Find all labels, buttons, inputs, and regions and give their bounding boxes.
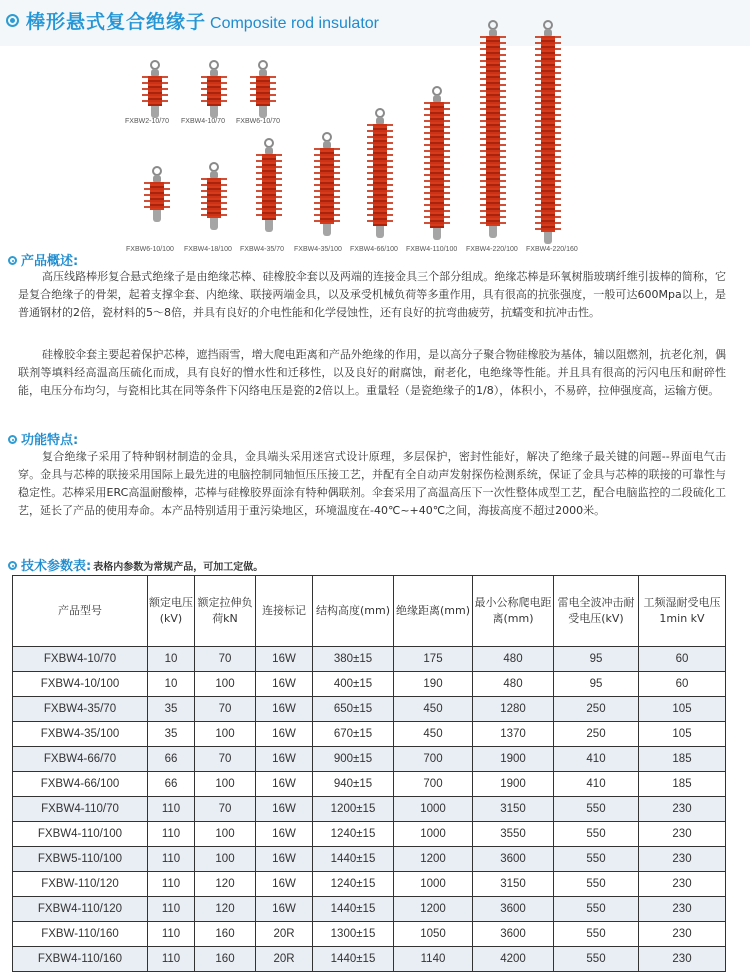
table-cell: 3150: [473, 872, 554, 897]
table-row: [13, 872, 726, 897]
table-cell: 120: [195, 897, 256, 922]
table-cell: 16W: [256, 672, 313, 697]
table-cell: FXBW4-66/100: [13, 772, 148, 797]
col-header-model: 产品型号: [13, 576, 148, 647]
silicone-sheds: [207, 178, 221, 218]
end-fitting: [323, 224, 331, 236]
table-cell: 1200±15: [313, 797, 394, 822]
table-cell: 230: [639, 797, 726, 822]
table-cell: 1440±15: [313, 947, 394, 972]
table-cell: 1000: [394, 872, 473, 897]
table-cell: 120: [195, 872, 256, 897]
table-cell: FXBW4-110/160: [13, 947, 148, 972]
table-cell: 1900: [473, 772, 554, 797]
table-cell: 380±15: [313, 647, 394, 672]
table-cell: 190: [394, 672, 473, 697]
silicone-sheds: [148, 76, 162, 106]
silicone-sheds: [207, 76, 221, 106]
table-cell: 400±15: [313, 672, 394, 697]
table-cell: 1280: [473, 697, 554, 722]
end-fitting: [323, 141, 331, 148]
table-cell: 450: [394, 722, 473, 747]
table-row: [13, 897, 726, 922]
table-cell: 185: [639, 747, 726, 772]
circle-bullet-icon: [8, 256, 17, 265]
table-cell: 16W: [256, 847, 313, 872]
table-cell: FXBW4-110/70: [13, 797, 148, 822]
end-fitting: [265, 220, 273, 232]
table-cell: 10: [148, 672, 195, 697]
insulator-label: FXBW4-66/100: [350, 246, 398, 253]
table-cell: 1200: [394, 897, 473, 922]
table-cell: FXBW-110/120: [13, 872, 148, 897]
table-cell: 1200: [394, 847, 473, 872]
circle-bullet-icon: [6, 14, 19, 27]
table-cell: 105: [639, 722, 726, 747]
table-cell: 700: [394, 772, 473, 797]
overview-heading: [8, 250, 78, 269]
table-cell: 4200: [473, 947, 554, 972]
col-header-lightning: 雷电全波冲击耐受电压(kV): [554, 576, 639, 647]
table-cell: 550: [554, 797, 639, 822]
table-cell: 1440±15: [313, 847, 394, 872]
table-cell: 16W: [256, 897, 313, 922]
table-cell: 550: [554, 897, 639, 922]
table-header-row: [13, 576, 726, 647]
features-title: 功能特点:: [21, 433, 79, 448]
table-cell: 110: [148, 822, 195, 847]
table-cell: 230: [639, 872, 726, 897]
table-cell: FXBW4-110/120: [13, 897, 148, 922]
table-cell: 230: [639, 822, 726, 847]
end-fitting: [210, 218, 218, 230]
table-cell: 95: [554, 647, 639, 672]
specs-title: 技术参数表:: [21, 559, 92, 574]
table-cell: 3600: [473, 897, 554, 922]
table-cell: 16W: [256, 647, 313, 672]
table-cell: 1050: [394, 922, 473, 947]
table-cell: 100: [195, 822, 256, 847]
table-cell: 110: [148, 922, 195, 947]
table-cell: 230: [639, 922, 726, 947]
page-title: [26, 7, 379, 34]
table-cell: 1900: [473, 747, 554, 772]
table-cell: 550: [554, 872, 639, 897]
features-heading: [8, 429, 78, 448]
end-fitting: [259, 69, 267, 76]
table-cell: FXBW4-66/70: [13, 747, 148, 772]
col-header-power-freq: 工频湿耐受电压1min kV: [639, 576, 726, 647]
col-header-insulation-distance: 绝缘距离(mm): [394, 576, 473, 647]
table-cell: 70: [195, 747, 256, 772]
spec-table: [12, 575, 726, 972]
table-cell: 70: [195, 797, 256, 822]
table-cell: 100: [195, 722, 256, 747]
table-cell: 650±15: [313, 697, 394, 722]
table-cell: 16W: [256, 722, 313, 747]
table-cell: 670±15: [313, 722, 394, 747]
table-cell: 16W: [256, 747, 313, 772]
table-cell: 60: [639, 647, 726, 672]
end-fitting: [151, 106, 159, 118]
table-cell: 100: [195, 672, 256, 697]
table-cell: 410: [554, 747, 639, 772]
insulator-label: FXBW4-10/70: [181, 118, 225, 125]
table-cell: 900±15: [313, 747, 394, 772]
table-cell: 110: [148, 847, 195, 872]
col-header-creepage: 最小公称爬电距离(mm): [473, 576, 554, 647]
table-cell: 10: [148, 647, 195, 672]
table-cell: 60: [639, 672, 726, 697]
silicone-sheds: [541, 36, 555, 232]
insulator-label: FXBW4-110/100: [406, 246, 458, 253]
end-fitting: [210, 106, 218, 118]
end-fitting: [210, 171, 218, 178]
table-cell: 450: [394, 697, 473, 722]
end-fitting: [376, 226, 384, 238]
end-fitting: [489, 226, 497, 238]
end-fitting: [259, 106, 267, 118]
col-header-connection: 连接标记: [256, 576, 313, 647]
table-cell: 66: [148, 747, 195, 772]
table-cell: 700: [394, 747, 473, 772]
table-cell: 1000: [394, 797, 473, 822]
table-cell: 550: [554, 847, 639, 872]
table-cell: 16W: [256, 697, 313, 722]
silicone-sheds: [373, 124, 387, 226]
table-cell: FXBW5-110/100: [13, 847, 148, 872]
table-cell: 110: [148, 947, 195, 972]
table-cell: 175: [394, 647, 473, 672]
table-cell: 550: [554, 922, 639, 947]
table-cell: 940±15: [313, 772, 394, 797]
end-fitting: [151, 69, 159, 76]
overview-paragraph-2: 硅橡胶伞套主要起着保护芯棒，遮挡雨雪，增大爬电距离和产品外绝缘的作用，是以高分子聚合物硅橡胶为基体，辅以阻燃剂，抗老化剂，偶联剂等填料经高温高压硫化而成，具有良好的憎水性和迁移性，以及良好的耐腐蚀，耐老化，电绝缘等性能。并且具有很高的污闪电压和耐碎性能，电压分布均匀，与瓷相比其在同等条件下闪络电压是瓷的2倍以上。重量轻（是瓷绝缘子的1/8），体积小，不易碎，拉伸强度高，运输方便。: [18, 348, 726, 397]
table-cell: 1240±15: [313, 822, 394, 847]
insulator-label: FXBW2-10/70: [125, 118, 169, 125]
table-row: [13, 647, 726, 672]
table-row: [13, 947, 726, 972]
end-fitting: [210, 69, 218, 76]
table-cell: 480: [473, 647, 554, 672]
table-cell: FXBW4-10/100: [13, 672, 148, 697]
insulator-label: FXBW4-18/100: [184, 246, 232, 253]
circle-bullet-icon: [8, 435, 17, 444]
table-row: [13, 672, 726, 697]
table-cell: FXBW4-35/100: [13, 722, 148, 747]
table-body: [13, 647, 726, 972]
table-cell: 230: [639, 847, 726, 872]
table-cell: FXBW4-10/70: [13, 647, 148, 672]
insulator-label: FXBW4-35/100: [294, 246, 342, 253]
specs-note: 表格内参数为常规产品，可加工定做。: [93, 562, 264, 573]
insulator-gallery: [0, 46, 750, 256]
table-cell: 16W: [256, 797, 313, 822]
table-cell: 16W: [256, 872, 313, 897]
end-fitting: [544, 232, 552, 244]
table-row: [13, 697, 726, 722]
table-cell: 3150: [473, 797, 554, 822]
table-cell: 250: [554, 697, 639, 722]
table-cell: 3600: [473, 847, 554, 872]
table-row: [13, 772, 726, 797]
page-header: [0, 0, 750, 46]
table-cell: 1240±15: [313, 872, 394, 897]
insulator-label: FXBW4-220/100: [466, 246, 518, 253]
table-cell: 110: [148, 897, 195, 922]
end-fitting: [265, 147, 273, 154]
silicone-sheds: [262, 154, 276, 220]
table-cell: 1440±15: [313, 897, 394, 922]
page-title-cn: 棒形悬式复合绝缘子: [26, 11, 207, 33]
table-row: [13, 722, 726, 747]
table-cell: 550: [554, 822, 639, 847]
end-fitting: [433, 95, 441, 102]
end-fitting: [376, 117, 384, 124]
table-cell: 100: [195, 772, 256, 797]
table-row: [13, 747, 726, 772]
table-cell: FXBW-110/160: [13, 922, 148, 947]
col-header-height: 结构高度(mm): [313, 576, 394, 647]
table-cell: 410: [554, 772, 639, 797]
table-row: [13, 822, 726, 847]
table-cell: 20R: [256, 947, 313, 972]
circle-bullet-icon: [8, 561, 17, 570]
features-paragraph: 复合绝缘子采用了特种钢材制造的金具，金具端头采用迷宫式设计原理，多层保护，密封性能好，解决了绝缘子最关键的问题--界面电气击穿。金具与芯棒的联接采用国际上最先进的电脑控制同轴恒压压接工艺，并配有全自动声发射探伤检测系统，保证了金具与芯棒的联接的可靠性与稳定性。芯棒采用ERC高温耐酸棒，芯棒与硅橡胶界面涂有特种偶联剂。伞套采用了高温高压下一次性整体成型工艺，配合电脑监控的二段硫化工艺，延长了产品的使用寿命。本产品特别适用于重污染地区，环境温度在-40℃~+40℃之间，海拔高度不超过2000米。: [18, 450, 726, 517]
table-cell: 105: [639, 697, 726, 722]
table-cell: 160: [195, 922, 256, 947]
insulator-label: FXBW6-10/70: [236, 118, 280, 125]
table-cell: 66: [148, 772, 195, 797]
table-row: [13, 797, 726, 822]
table-cell: 1300±15: [313, 922, 394, 947]
overview-paragraph-1: 高压线路棒形复合悬式绝缘子是由绝缘芯棒、硅橡胶伞套以及两端的连接金具三个部分组成。绝缘芯棒是环氧树脂玻璃纤维引拔棒的简称，它是复合绝缘子的骨架，起着支撑伞套、内绝缘、联接两端金具，以及承受机械负荷等多重作用，具有很高的抗张强度，一般可达600Mpa以上，是普通钢材的2倍，瓷材料的5～8倍，并具有良好的介电性能和化学侵蚀性，还有良好的抗弯曲疲劳，抗蠕变和抗冲击性。: [18, 270, 726, 319]
table-cell: 70: [195, 647, 256, 672]
table-row: [13, 922, 726, 947]
page-title-en: Composite rod insulator: [210, 15, 379, 32]
table-cell: FXBW4-35/70: [13, 697, 148, 722]
silicone-sheds: [320, 148, 334, 224]
table-cell: 230: [639, 947, 726, 972]
silicone-sheds: [150, 182, 164, 210]
table-cell: 70: [195, 697, 256, 722]
table-cell: 95: [554, 672, 639, 697]
end-fitting: [153, 175, 161, 182]
table-cell: 160: [195, 947, 256, 972]
silicone-sheds: [256, 76, 270, 106]
col-header-rated-voltage: 额定电压(kV): [148, 576, 195, 647]
table-cell: 35: [148, 722, 195, 747]
table-cell: 3550: [473, 822, 554, 847]
insulator-label: FXBW4-220/160: [526, 246, 578, 253]
table-cell: 110: [148, 872, 195, 897]
table-cell: 100: [195, 847, 256, 872]
table-cell: 35: [148, 697, 195, 722]
insulator-label: FXBW4-35/70: [240, 246, 284, 253]
table-cell: 550: [554, 947, 639, 972]
table-cell: FXBW4-110/100: [13, 822, 148, 847]
specs-heading: [8, 555, 263, 574]
table-cell: 16W: [256, 772, 313, 797]
silicone-sheds: [486, 36, 500, 226]
table-cell: 1370: [473, 722, 554, 747]
end-fitting: [153, 210, 161, 222]
table-row: [13, 847, 726, 872]
table-cell: 16W: [256, 822, 313, 847]
table-cell: 185: [639, 772, 726, 797]
table-cell: 1000: [394, 822, 473, 847]
table-cell: 480: [473, 672, 554, 697]
table-cell: 20R: [256, 922, 313, 947]
end-fitting: [489, 29, 497, 36]
table-cell: 3600: [473, 922, 554, 947]
table-cell: 250: [554, 722, 639, 747]
end-fitting: [544, 29, 552, 36]
end-fitting: [433, 228, 441, 240]
overview-title: 产品概述:: [21, 254, 79, 269]
silicone-sheds: [430, 102, 444, 228]
table-cell: 1140: [394, 947, 473, 972]
table-cell: 110: [148, 797, 195, 822]
insulator-label: FXBW6-10/100: [126, 246, 174, 253]
col-header-tensile-load: 额定拉伸负荷kN: [195, 576, 256, 647]
table-cell: 230: [639, 897, 726, 922]
